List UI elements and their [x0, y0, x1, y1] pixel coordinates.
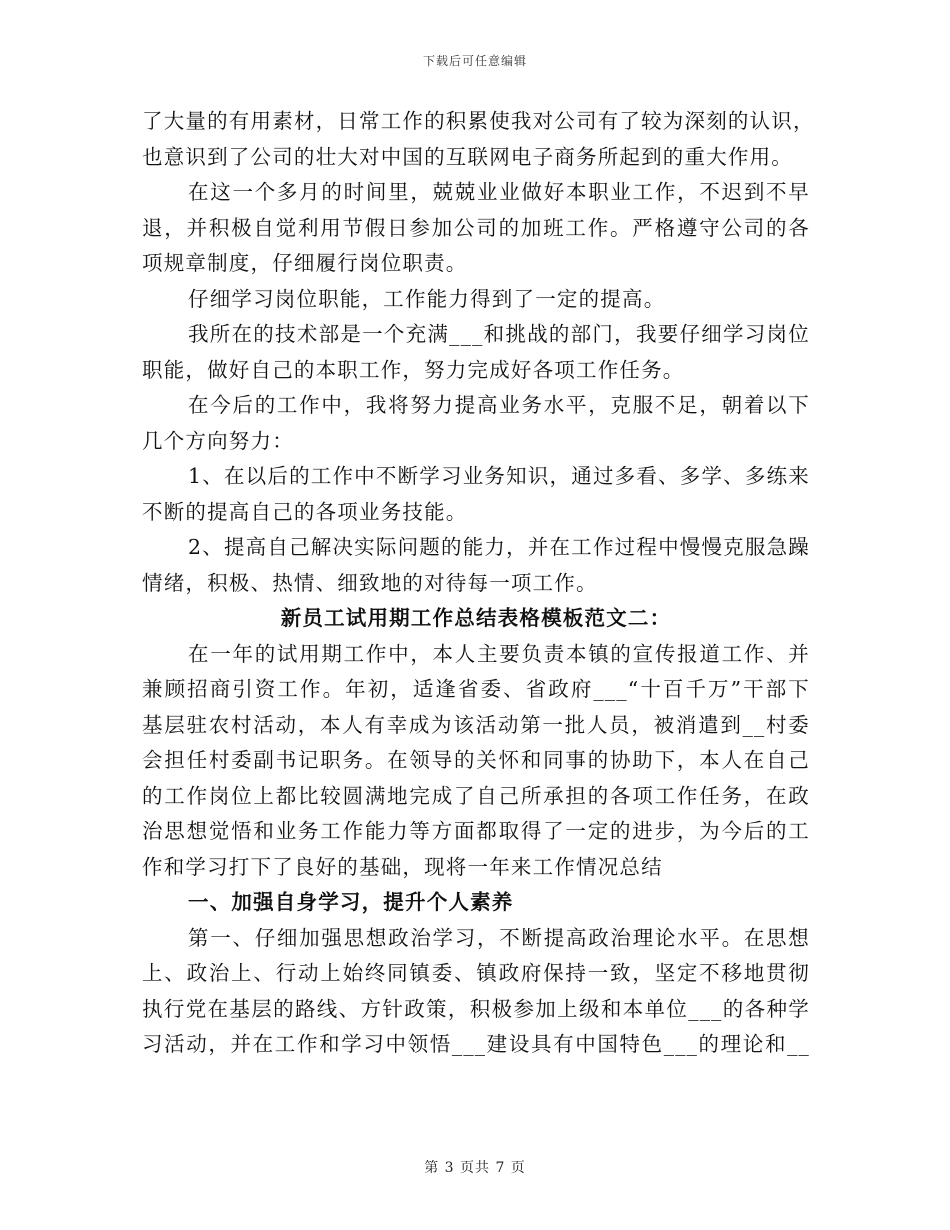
text-line-8: 职能，做好自己的本职工作，努力完成好各项工作任务。 [142, 357, 685, 382]
text-line-3: 在这一个多月的时间里，兢兢业业做好本职业工作，不迟到不早 [188, 180, 810, 204]
text-line-9: 在今后的工作中，我将努力提高业务水平，克服不足，朝着以下 [188, 393, 810, 417]
text-line-22: 作和学习打下了良好的基础，现将一年来工作情况总结 [142, 854, 663, 879]
document-body [142, 104, 815, 1063]
text-line-18: 基层驻农村活动，本人有幸成为该活动第一批人员，被消遣到__村委 [142, 712, 810, 737]
text-line-19: 会担任村委副书记职务。在领导的关怀和同事的协助下，本人在自己 [142, 748, 810, 772]
page-footer: 第 3 页共 7 页 [424, 1160, 526, 1176]
page-header-note: 下载后可任意编辑 [422, 54, 527, 68]
text-line-7: 我所在的技术部是一个充满___和挑战的部门，我要仔细学习岗位 [188, 322, 810, 346]
text-line-26: 执行党在基层的路线、方针政策，积极参加上级和本单位___的各种学 [142, 996, 810, 1021]
text-line-27: 习活动，并在工作和学习中领悟___建设具有中国特色___的理论和__ [142, 1032, 810, 1056]
text-line-17: 兼顾招商引资工作。年初，适逢省委、省政府___“十百千万”干部下 [142, 677, 810, 701]
text-line-6: 仔细学习岗位职能，工作能力得到了一定的提高。 [188, 286, 666, 311]
text-line-16: 在一年的试用期工作中，本人主要负责本镇的宣传报道工作、并 [188, 641, 810, 666]
text-line-25: 上、政治上、行动上始终同镇委、镇政府保持一致，坚定不移地贯彻 [142, 961, 810, 985]
text-line-24: 第一、仔细加强思想政治学习，不断提高政治理论水平。在思想 [188, 925, 810, 950]
text-line-1: 了大量的有用素材，日常工作的积累使我对公司有了较为深刻的认识， [142, 109, 815, 133]
text-line-4: 退，并积极自觉利用节假日参加公司的加班工作。严格遵守公司的各 [142, 215, 810, 240]
section-title: 新员工试用期工作总结表格模板范文二： [280, 606, 672, 630]
subsection-heading: 一、加强自身学习，提升个人素养 [188, 890, 514, 914]
text-line-11: 1、在以后的工作中不断学习业务知识，通过多看、多学、多练来 [188, 464, 810, 488]
text-line-13: 2、提高自己解决实际问题的能力，并在工作过程中慢慢克服急躁 [188, 535, 810, 559]
text-line-2: 也意识到了公司的壮大对中国的互联网电子商务所起到的重大作用。 [142, 144, 793, 169]
text-line-21: 治思想觉悟和业务工作能力等方面都取得了一定的进步，为今后的工 [142, 819, 810, 843]
text-line-10: 几个方向努力： [142, 428, 294, 453]
text-line-14: 情绪，积极、热情、细致地的对待每一项工作。 [142, 570, 598, 595]
text-line-5: 项规章制度，仔细履行岗位职责。 [142, 251, 468, 275]
text-line-20: 的工作岗位上都比较圆满地完成了自己所承担的各项工作任务，在政 [142, 783, 810, 808]
text-line-12: 不断的提高自己的各项业务技能。 [142, 499, 468, 524]
